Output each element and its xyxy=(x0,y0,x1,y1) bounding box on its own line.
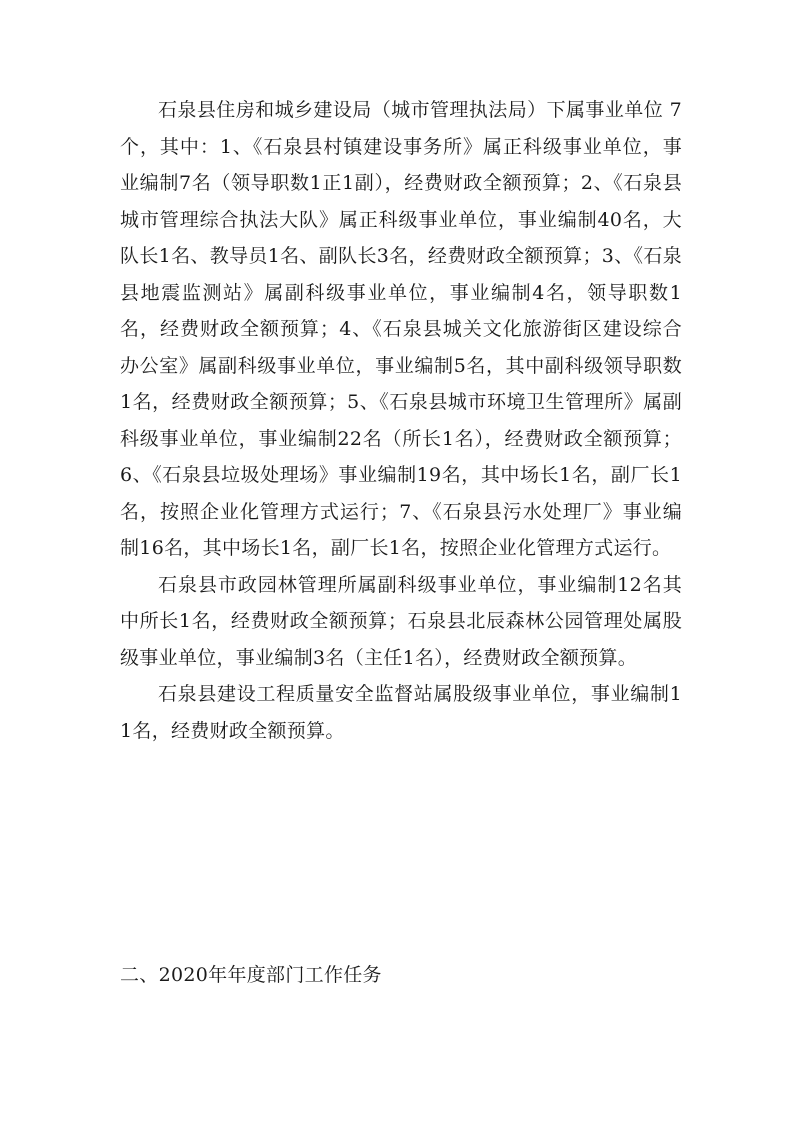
paragraph-quality-safety-station: 石泉县建设工程质量安全监督站属股级事业单位，事业编制11名，经费财政全额预算。 xyxy=(120,683,682,742)
paragraph-affiliated-units: 石泉县住房和城乡建设局（城市管理执法局）下属事业单位 7个，其中：1、《石泉县村镇建设事务所》属正科级事业单位，事业编制7名（领导职数1正1副），经费财政全额预算；2、《石泉县城市管理综合执法大队》属正科级事业单位，事业编制40名，大队长1名、教导员1名、副队长3名，经费财政全额预算；3、《石泉县地震监测站》属副科级事业单位，事业编制4名，领导职数1名，经费财政全额预算；4、《石泉县城关文化旅游街区建设综合办公室》属副科级事业单位，事业编制5名，其中副科级领导职数1名，经费财政全额预算；5、《石泉县城市环境卫生管理所》属副科级事业单位，事业编制22名（所长1名），经费财政全额预算；6、《石泉县垃圾处理场》事业编制19名，其中场长1名，副厂长1名，按照企业化管理方式运行；7、《石泉县污水处理厂》事业编制16名，其中场长1名，副厂长1名，按照企业化管理方式运行。 xyxy=(120,99,682,559)
paragraph-municipal-garden-office: 石泉县市政园林管理所属副科级事业单位，事业编制12名其中所长1名，经费财政全额预算；石泉县北辰森林公园管理处属股级事业单位，事业编制3名（主任1名），经费财政全额预算。 xyxy=(120,573,682,669)
document-body xyxy=(120,92,682,749)
section-heading: 二、2020年年度部门工作任务 xyxy=(120,964,382,986)
